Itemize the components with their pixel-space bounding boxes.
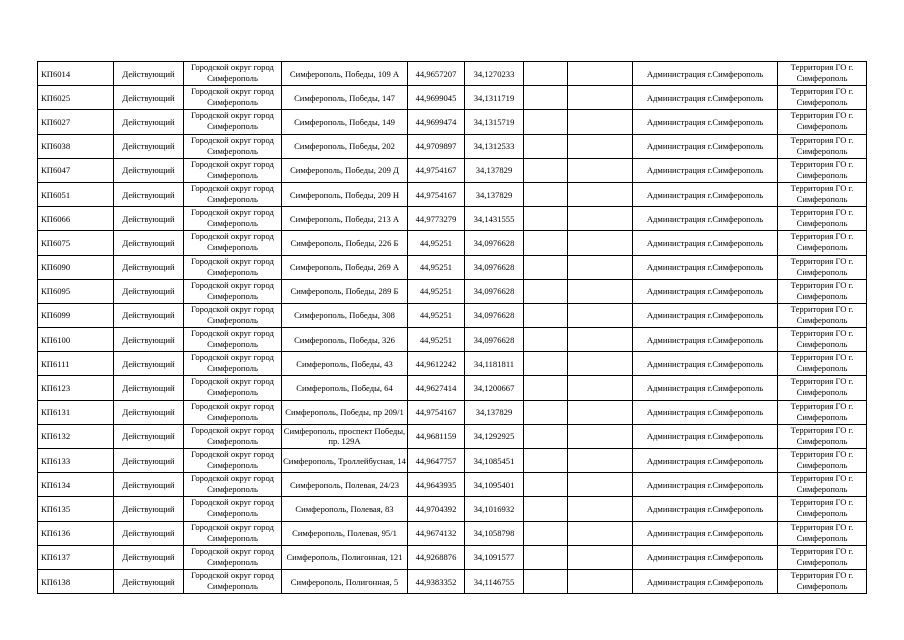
longitude-cell: 34,137829 xyxy=(465,182,524,206)
code-cell: КП6027 xyxy=(38,110,114,134)
longitude-cell: 34,1315719 xyxy=(465,110,524,134)
district-cell: Городской округ город Симферополь xyxy=(184,376,282,400)
status-cell: Действующий xyxy=(114,182,184,206)
table-row xyxy=(38,255,867,279)
territory-cell: Территория ГО г. Симферополь xyxy=(778,497,867,521)
empty-cell-8 xyxy=(568,62,633,86)
latitude-cell: 44,95251 xyxy=(408,231,465,255)
territory-cell: Территория ГО г. Симферополь xyxy=(778,328,867,352)
address-cell: Симферополь, Победы, 269 А xyxy=(282,255,408,279)
district-cell: Городской округ город Симферополь xyxy=(184,545,282,569)
address-cell: Симферополь, Полевая, 83 xyxy=(282,497,408,521)
code-cell: КП6111 xyxy=(38,352,114,376)
latitude-cell: 44,9754167 xyxy=(408,400,465,424)
code-cell: КП6014 xyxy=(38,62,114,86)
empty-cell-7 xyxy=(524,158,568,182)
longitude-cell: 34,1200667 xyxy=(465,376,524,400)
status-cell: Действующий xyxy=(114,545,184,569)
address-cell: Симферополь, Троллейбусная, 14 xyxy=(282,449,408,473)
table-row xyxy=(38,569,867,593)
longitude-cell: 34,0976628 xyxy=(465,255,524,279)
table-row xyxy=(38,473,867,497)
empty-cell-7 xyxy=(524,352,568,376)
code-cell: КП6051 xyxy=(38,182,114,206)
empty-cell-7 xyxy=(524,279,568,303)
district-cell: Городской округ город Симферополь xyxy=(184,279,282,303)
owner-cell: Администрация г.Симферополь xyxy=(633,569,778,593)
territory-cell: Территория ГО г. Симферополь xyxy=(778,400,867,424)
address-cell: Симферополь, Победы, 326 xyxy=(282,328,408,352)
latitude-cell: 44,9709897 xyxy=(408,134,465,158)
status-cell: Действующий xyxy=(114,376,184,400)
data-table xyxy=(37,61,867,594)
owner-cell: Администрация г.Симферополь xyxy=(633,424,778,448)
latitude-cell: 44,9773279 xyxy=(408,207,465,231)
longitude-cell: 34,1085451 xyxy=(465,449,524,473)
district-cell: Городской округ город Симферополь xyxy=(184,255,282,279)
latitude-cell: 44,9627414 xyxy=(408,376,465,400)
address-cell: Симферополь, Победы, 149 xyxy=(282,110,408,134)
empty-cell-7 xyxy=(524,328,568,352)
code-cell: КП6138 xyxy=(38,569,114,593)
latitude-cell: 44,95251 xyxy=(408,279,465,303)
latitude-cell: 44,9268876 xyxy=(408,545,465,569)
territory-cell: Территория ГО г. Симферополь xyxy=(778,158,867,182)
table-row xyxy=(38,545,867,569)
table-row xyxy=(38,110,867,134)
owner-cell: Администрация г.Симферополь xyxy=(633,158,778,182)
longitude-cell: 34,1292925 xyxy=(465,424,524,448)
territory-cell: Территория ГО г. Симферополь xyxy=(778,255,867,279)
empty-cell-7 xyxy=(524,207,568,231)
territory-cell: Территория ГО г. Симферополь xyxy=(778,473,867,497)
table-row xyxy=(38,303,867,327)
latitude-cell: 44,9657207 xyxy=(408,62,465,86)
empty-cell-8 xyxy=(568,134,633,158)
owner-cell: Администрация г.Симферополь xyxy=(633,62,778,86)
empty-cell-8 xyxy=(568,231,633,255)
territory-cell: Территория ГО г. Симферополь xyxy=(778,134,867,158)
address-cell: Симферополь, Победы, 64 xyxy=(282,376,408,400)
code-cell: КП6047 xyxy=(38,158,114,182)
territory-cell: Территория ГО г. Симферополь xyxy=(778,449,867,473)
table-row xyxy=(38,376,867,400)
latitude-cell: 44,9754167 xyxy=(408,182,465,206)
table-row xyxy=(38,328,867,352)
latitude-cell: 44,9754167 xyxy=(408,158,465,182)
empty-cell-7 xyxy=(524,545,568,569)
empty-cell-7 xyxy=(524,86,568,110)
latitude-cell: 44,95251 xyxy=(408,303,465,327)
empty-cell-8 xyxy=(568,158,633,182)
empty-cell-8 xyxy=(568,303,633,327)
status-cell: Действующий xyxy=(114,134,184,158)
latitude-cell: 44,9643935 xyxy=(408,473,465,497)
district-cell: Городской округ город Симферополь xyxy=(184,569,282,593)
address-cell: Симферополь, Полигонная, 121 xyxy=(282,545,408,569)
status-cell: Действующий xyxy=(114,352,184,376)
table-row xyxy=(38,62,867,86)
address-cell: Симферополь, Полевая, 24/23 xyxy=(282,473,408,497)
district-cell: Городской округ город Симферополь xyxy=(184,158,282,182)
status-cell: Действующий xyxy=(114,86,184,110)
latitude-cell: 44,9699045 xyxy=(408,86,465,110)
empty-cell-7 xyxy=(524,400,568,424)
territory-cell: Территория ГО г. Симферополь xyxy=(778,279,867,303)
code-cell: КП6090 xyxy=(38,255,114,279)
code-cell: КП6123 xyxy=(38,376,114,400)
district-cell: Городской округ город Симферополь xyxy=(184,352,282,376)
status-cell: Действующий xyxy=(114,497,184,521)
table-row xyxy=(38,86,867,110)
empty-cell-7 xyxy=(524,473,568,497)
status-cell: Действующий xyxy=(114,279,184,303)
status-cell: Действующий xyxy=(114,255,184,279)
code-cell: КП6038 xyxy=(38,134,114,158)
table-row xyxy=(38,207,867,231)
status-cell: Действующий xyxy=(114,449,184,473)
district-cell: Городской округ город Симферополь xyxy=(184,400,282,424)
district-cell: Городской округ город Симферополь xyxy=(184,110,282,134)
empty-cell-7 xyxy=(524,424,568,448)
table-row xyxy=(38,521,867,545)
district-cell: Городской округ город Симферополь xyxy=(184,473,282,497)
territory-cell: Территория ГО г. Симферополь xyxy=(778,545,867,569)
longitude-cell: 34,1095401 xyxy=(465,473,524,497)
address-cell: Симферополь, Победы, 213 А xyxy=(282,207,408,231)
district-cell: Городской округ город Симферополь xyxy=(184,182,282,206)
latitude-cell: 44,9681159 xyxy=(408,424,465,448)
longitude-cell: 34,0976628 xyxy=(465,279,524,303)
empty-cell-7 xyxy=(524,449,568,473)
empty-cell-7 xyxy=(524,376,568,400)
table-row xyxy=(38,279,867,303)
code-cell: КП6066 xyxy=(38,207,114,231)
status-cell: Действующий xyxy=(114,569,184,593)
territory-cell: Территория ГО г. Симферополь xyxy=(778,521,867,545)
territory-cell: Территория ГО г. Симферополь xyxy=(778,231,867,255)
empty-cell-8 xyxy=(568,255,633,279)
territory-cell: Территория ГО г. Симферополь xyxy=(778,569,867,593)
code-cell: КП6095 xyxy=(38,279,114,303)
status-cell: Действующий xyxy=(114,303,184,327)
owner-cell: Администрация г.Симферополь xyxy=(633,231,778,255)
empty-cell-8 xyxy=(568,473,633,497)
status-cell: Действующий xyxy=(114,207,184,231)
empty-cell-7 xyxy=(524,303,568,327)
territory-cell: Территория ГО г. Симферополь xyxy=(778,110,867,134)
table-row xyxy=(38,352,867,376)
latitude-cell: 44,95251 xyxy=(408,255,465,279)
longitude-cell: 34,1146755 xyxy=(465,569,524,593)
owner-cell: Администрация г.Симферополь xyxy=(633,400,778,424)
longitude-cell: 34,1058798 xyxy=(465,521,524,545)
status-cell: Действующий xyxy=(114,231,184,255)
status-cell: Действующий xyxy=(114,400,184,424)
status-cell: Действующий xyxy=(114,473,184,497)
table-row xyxy=(38,231,867,255)
district-cell: Городской округ город Симферополь xyxy=(184,207,282,231)
code-cell: КП6133 xyxy=(38,449,114,473)
latitude-cell: 44,9612242 xyxy=(408,352,465,376)
owner-cell: Администрация г.Симферополь xyxy=(633,328,778,352)
empty-cell-8 xyxy=(568,110,633,134)
empty-cell-8 xyxy=(568,279,633,303)
empty-cell-7 xyxy=(524,521,568,545)
table-row xyxy=(38,400,867,424)
address-cell: Симферополь, Победы, 147 xyxy=(282,86,408,110)
address-cell: Симферополь, проспект Победы, пр. 129А xyxy=(282,424,408,448)
longitude-cell: 34,1091577 xyxy=(465,545,524,569)
address-cell: Симферополь, Победы, 226 Б xyxy=(282,231,408,255)
address-cell: Симферополь, Победы, 209 Н xyxy=(282,182,408,206)
address-cell: Симферополь, Победы, 202 xyxy=(282,134,408,158)
address-cell: Симферополь, Полевая, 95/1 xyxy=(282,521,408,545)
territory-cell: Территория ГО г. Симферополь xyxy=(778,207,867,231)
empty-cell-8 xyxy=(568,328,633,352)
code-cell: КП6136 xyxy=(38,521,114,545)
code-cell: КП6132 xyxy=(38,424,114,448)
address-cell: Симферополь, Победы, пр 209/1 xyxy=(282,400,408,424)
owner-cell: Администрация г.Симферополь xyxy=(633,255,778,279)
empty-cell-7 xyxy=(524,134,568,158)
address-cell: Симферополь, Победы, 109 А xyxy=(282,62,408,86)
owner-cell: Администрация г.Симферополь xyxy=(633,352,778,376)
owner-cell: Администрация г.Симферополь xyxy=(633,545,778,569)
table-row xyxy=(38,134,867,158)
longitude-cell: 34,1016932 xyxy=(465,497,524,521)
owner-cell: Администрация г.Симферополь xyxy=(633,303,778,327)
table-row xyxy=(38,158,867,182)
status-cell: Действующий xyxy=(114,328,184,352)
district-cell: Городской округ город Симферополь xyxy=(184,521,282,545)
address-cell: Симферополь, Победы, 209 Д xyxy=(282,158,408,182)
code-cell: КП6099 xyxy=(38,303,114,327)
district-cell: Городской округ город Симферополь xyxy=(184,134,282,158)
owner-cell: Администрация г.Симферополь xyxy=(633,134,778,158)
territory-cell: Территория ГО г. Симферополь xyxy=(778,86,867,110)
empty-cell-8 xyxy=(568,376,633,400)
table-row xyxy=(38,424,867,448)
owner-cell: Администрация г.Симферополь xyxy=(633,449,778,473)
longitude-cell: 34,1312533 xyxy=(465,134,524,158)
status-cell: Действующий xyxy=(114,62,184,86)
latitude-cell: 44,9647757 xyxy=(408,449,465,473)
latitude-cell: 44,9699474 xyxy=(408,110,465,134)
latitude-cell: 44,9674132 xyxy=(408,521,465,545)
address-cell: Симферополь, Победы, 289 Б xyxy=(282,279,408,303)
empty-cell-7 xyxy=(524,497,568,521)
longitude-cell: 34,1311719 xyxy=(465,86,524,110)
empty-cell-8 xyxy=(568,207,633,231)
empty-cell-8 xyxy=(568,352,633,376)
code-cell: КП6131 xyxy=(38,400,114,424)
owner-cell: Администрация г.Симферополь xyxy=(633,473,778,497)
empty-cell-7 xyxy=(524,569,568,593)
latitude-cell: 44,9704392 xyxy=(408,497,465,521)
territory-cell: Территория ГО г. Симферополь xyxy=(778,352,867,376)
table-row xyxy=(38,497,867,521)
empty-cell-7 xyxy=(524,182,568,206)
district-cell: Городской округ город Симферополь xyxy=(184,86,282,110)
address-cell: Симферополь, Победы, 43 xyxy=(282,352,408,376)
empty-cell-7 xyxy=(524,110,568,134)
table-body xyxy=(38,62,867,594)
owner-cell: Администрация г.Симферополь xyxy=(633,521,778,545)
territory-cell: Территория ГО г. Симферополь xyxy=(778,62,867,86)
empty-cell-8 xyxy=(568,569,633,593)
longitude-cell: 34,1270233 xyxy=(465,62,524,86)
status-cell: Действующий xyxy=(114,424,184,448)
code-cell: КП6134 xyxy=(38,473,114,497)
latitude-cell: 44,95251 xyxy=(408,328,465,352)
empty-cell-8 xyxy=(568,449,633,473)
territory-cell: Территория ГО г. Симферополь xyxy=(778,376,867,400)
empty-cell-7 xyxy=(524,255,568,279)
owner-cell: Администрация г.Симферополь xyxy=(633,279,778,303)
district-cell: Городской округ город Симферополь xyxy=(184,424,282,448)
code-cell: КП6075 xyxy=(38,231,114,255)
longitude-cell: 34,137829 xyxy=(465,400,524,424)
owner-cell: Администрация г.Симферополь xyxy=(633,182,778,206)
code-cell: КП6135 xyxy=(38,497,114,521)
longitude-cell: 34,0976628 xyxy=(465,231,524,255)
table-row xyxy=(38,182,867,206)
empty-cell-8 xyxy=(568,86,633,110)
district-cell: Городской округ город Симферополь xyxy=(184,497,282,521)
empty-cell-8 xyxy=(568,424,633,448)
longitude-cell: 34,0976628 xyxy=(465,328,524,352)
owner-cell: Администрация г.Симферополь xyxy=(633,86,778,110)
code-cell: КП6137 xyxy=(38,545,114,569)
district-cell: Городской округ город Симферополь xyxy=(184,449,282,473)
owner-cell: Администрация г.Симферополь xyxy=(633,376,778,400)
empty-cell-8 xyxy=(568,545,633,569)
longitude-cell: 34,1431555 xyxy=(465,207,524,231)
status-cell: Действующий xyxy=(114,158,184,182)
owner-cell: Администрация г.Симферополь xyxy=(633,207,778,231)
empty-cell-8 xyxy=(568,497,633,521)
owner-cell: Администрация г.Симферополь xyxy=(633,110,778,134)
district-cell: Городской округ город Симферополь xyxy=(184,303,282,327)
code-cell: КП6025 xyxy=(38,86,114,110)
address-cell: Симферополь, Победы, 308 xyxy=(282,303,408,327)
district-cell: Городской округ город Симферополь xyxy=(184,231,282,255)
longitude-cell: 34,137829 xyxy=(465,158,524,182)
code-cell: КП6100 xyxy=(38,328,114,352)
empty-cell-8 xyxy=(568,521,633,545)
territory-cell: Территория ГО г. Симферополь xyxy=(778,182,867,206)
status-cell: Действующий xyxy=(114,521,184,545)
table-row xyxy=(38,449,867,473)
longitude-cell: 34,0976628 xyxy=(465,303,524,327)
territory-cell: Территория ГО г. Симферополь xyxy=(778,424,867,448)
longitude-cell: 34,1181811 xyxy=(465,352,524,376)
empty-cell-8 xyxy=(568,400,633,424)
district-cell: Городской округ город Симферополь xyxy=(184,62,282,86)
empty-cell-8 xyxy=(568,182,633,206)
territory-cell: Территория ГО г. Симферополь xyxy=(778,303,867,327)
address-cell: Симферополь, Полигонная, 5 xyxy=(282,569,408,593)
empty-cell-7 xyxy=(524,62,568,86)
owner-cell: Администрация г.Симферополь xyxy=(633,497,778,521)
district-cell: Городской округ город Симферополь xyxy=(184,328,282,352)
latitude-cell: 44,9383352 xyxy=(408,569,465,593)
empty-cell-7 xyxy=(524,231,568,255)
status-cell: Действующий xyxy=(114,110,184,134)
